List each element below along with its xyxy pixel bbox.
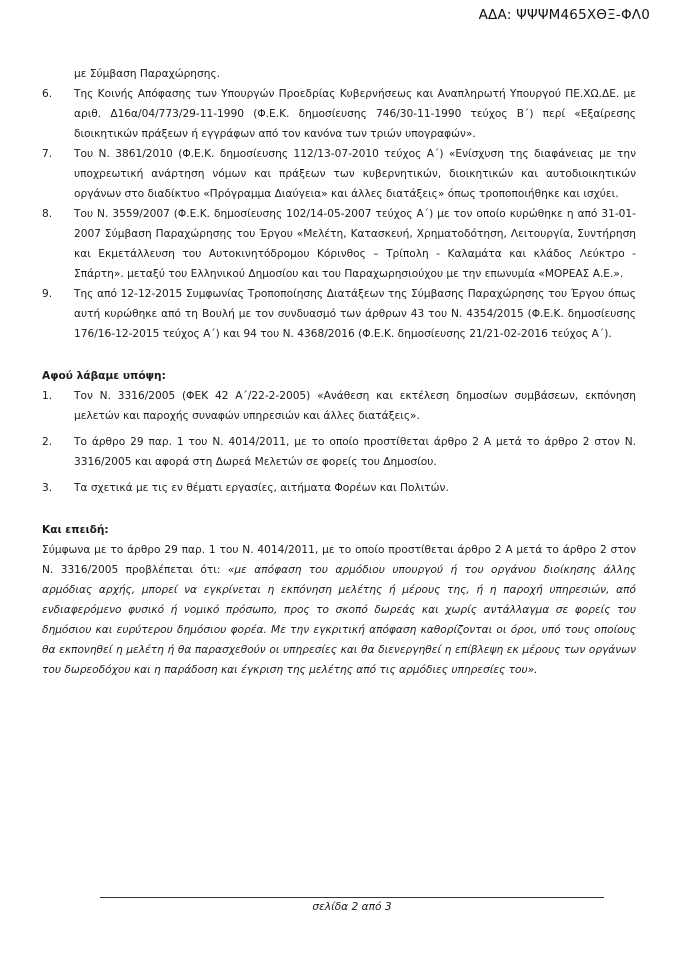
- footer-divider: [100, 897, 604, 898]
- continuation-text: με Σύμβαση Παραχώρησης.: [74, 68, 221, 80]
- item-number: 7.: [42, 148, 53, 160]
- considering-heading: Αφού λάβαμε υπόψη:: [42, 370, 166, 382]
- page-number: σελίδα 2 από 3: [312, 901, 392, 913]
- item-text: Τα σχετικά με τις εν θέματι εργασίες, αιτήματα Φορέων και Πολιτών.: [74, 482, 449, 494]
- item-text: Της Κοινής Απόφασης των Υπουργών Προεδρίας Κυβερνήσεως και Αναπληρωτή Υπουργού ΠΕ.ΧΩ.ΔΕ. με αριθ. Δ16α/04/773/29-11-1990 (Φ.Ε.Κ. δημοσίευσης 746/30-11-1990 τεύχος Β΄) περί «Εξαίρεσης διοικητικών πράξεων ή εγγράφων από τον κανόνα των τριών υπογραφών».: [74, 88, 636, 140]
- legal-item-6: [42, 84, 636, 144]
- considering-item-1: [42, 386, 636, 426]
- item-text: Τον Ν. 3316/2005 (ΦΕΚ 42 Α΄/22-2-2005) «Ανάθεση και εκτέλεση δημοσίων συμβάσεων, εκπόνηση μελετών και παροχής συναφών υπηρεσιών και άλλες διατάξεις».: [74, 390, 636, 422]
- item-text: Της από 12-12-2015 Συμφωνίας Τροποποίησης Διατάξεων της Σύμβασης Παραχώρησης του Έργου όπως αυτή κυρώθηκε από τη Βουλή με τον συνδυασμό των άρθρων 43 του Ν. 4354/2015 (Φ.Ε.Κ. δημοσίευσης 176/16-12-2015 τεύχος Α΄) και 94 του Ν. 4368/2016 (Φ.Ε.Κ. δημοσίευσης 21/21-02-2016 τεύχος Α΄).: [74, 288, 636, 340]
- considering-item-2: [42, 432, 636, 472]
- whereas-quote: «με απόφαση του αρμόδιου υπουργού ή του οργάνου διοίκησης άλλης αρμόδιας αρχής, μπορεί να εγκρίνεται η εκπόνηση μελέτης ή μέρους της, ή η παροχή υπηρεσιών, από ενδιαφερόμενο φυσικό ή νομικό πρόσωπο, προς το σκοπό δωρεάς και χωρίς αντάλλαγμα σε φορείς του δημόσιου και ευρύτερου δημόσιου φορέα. Με την εγκριτική απόφαση καθορίζονται οι όροι, υπό τους οποίους θα εκπονηθεί η μελέτη ή θα παρασχεθούν οι υπηρεσίες και θα διενεργηθεί η επίβλεψη εκ μέρους των οργάνων του δωρεοδόχου και η παράδοση και έγκριση της μελέτης από τις αρμόδιες υπηρεσίες του».: [42, 564, 636, 676]
- item-number: 9.: [42, 288, 53, 300]
- considering-item-3: [42, 478, 636, 498]
- item-number: 8.: [42, 208, 53, 220]
- item-text: Το άρθρο 29 παρ. 1 του Ν. 4014/2011, με το οποίο προστίθεται άρθρο 2 Α μετά το άρθρο 2 στον Ν. 3316/2005 και αφορά στη Δωρεά Μελετών σε φορείς του Δημοσίου.: [74, 436, 636, 468]
- whereas-paragraph: [42, 540, 636, 680]
- item-number: 6.: [42, 88, 53, 100]
- item-number: 1.: [42, 390, 53, 402]
- item-number: 2.: [42, 436, 53, 448]
- legal-item-9: [42, 284, 636, 344]
- whereas-intro: Σύμφωνα με το άρθρο 29 παρ. 1 του Ν. 4014/2011, με το οποίο προστίθεται άρθρο 2 Α μετά το άρθρο 2 στον Ν. 3316/2005 προβλέπεται ότι:: [42, 544, 636, 576]
- legal-item-8: [42, 204, 636, 284]
- legal-item-7: [42, 144, 636, 204]
- document-body: [42, 64, 636, 680]
- item-number: 3.: [42, 482, 53, 494]
- item-text: Του Ν. 3559/2007 (Φ.Ε.Κ. δημοσίευσης 102/14-05-2007 τεύχος Α΄) με τον οποίο κυρώθηκε η από 31-01-2007 Σύμβαση Παραχώρησης του Έργου «Μελέτη, Κατασκευή, Χρηματοδότηση, Λειτουργία, Συντήρηση και Εκμετάλλευση του Αυτοκινητόδρομου Κόρινθος – Τρίπολη - Καλαμάτα και κλάδος Λεύκτρο - Σπάρτη». μεταξύ του Ελληνικού Δημοσίου και του Παραχωρησιούχου με την επωνυμία «ΜΟΡΕΑΣ Α.Ε.».: [74, 208, 636, 280]
- item-text: Του Ν. 3861/2010 (Φ.Ε.Κ. δημοσίευσης 112/13-07-2010 τεύχος Α΄) «Ενίσχυση της διαφάνειας με την υποχρεωτική ανάρτηση νόμων και πράξεων των κυβερνητικών, διοικητικών και αυτοδιοικητικών οργάνων στο διαδίκτυο «Πρόγραμμα Διαύγεια» και άλλες διατάξεις» όπως τροποποιήθηκε και ισχύει.: [74, 148, 636, 200]
- ada-code: ΑΔΑ: ΨΨΨΜ465ΧΘΞ-ΦΛ0: [478, 7, 650, 23]
- whereas-heading: Και επειδή:: [42, 524, 109, 536]
